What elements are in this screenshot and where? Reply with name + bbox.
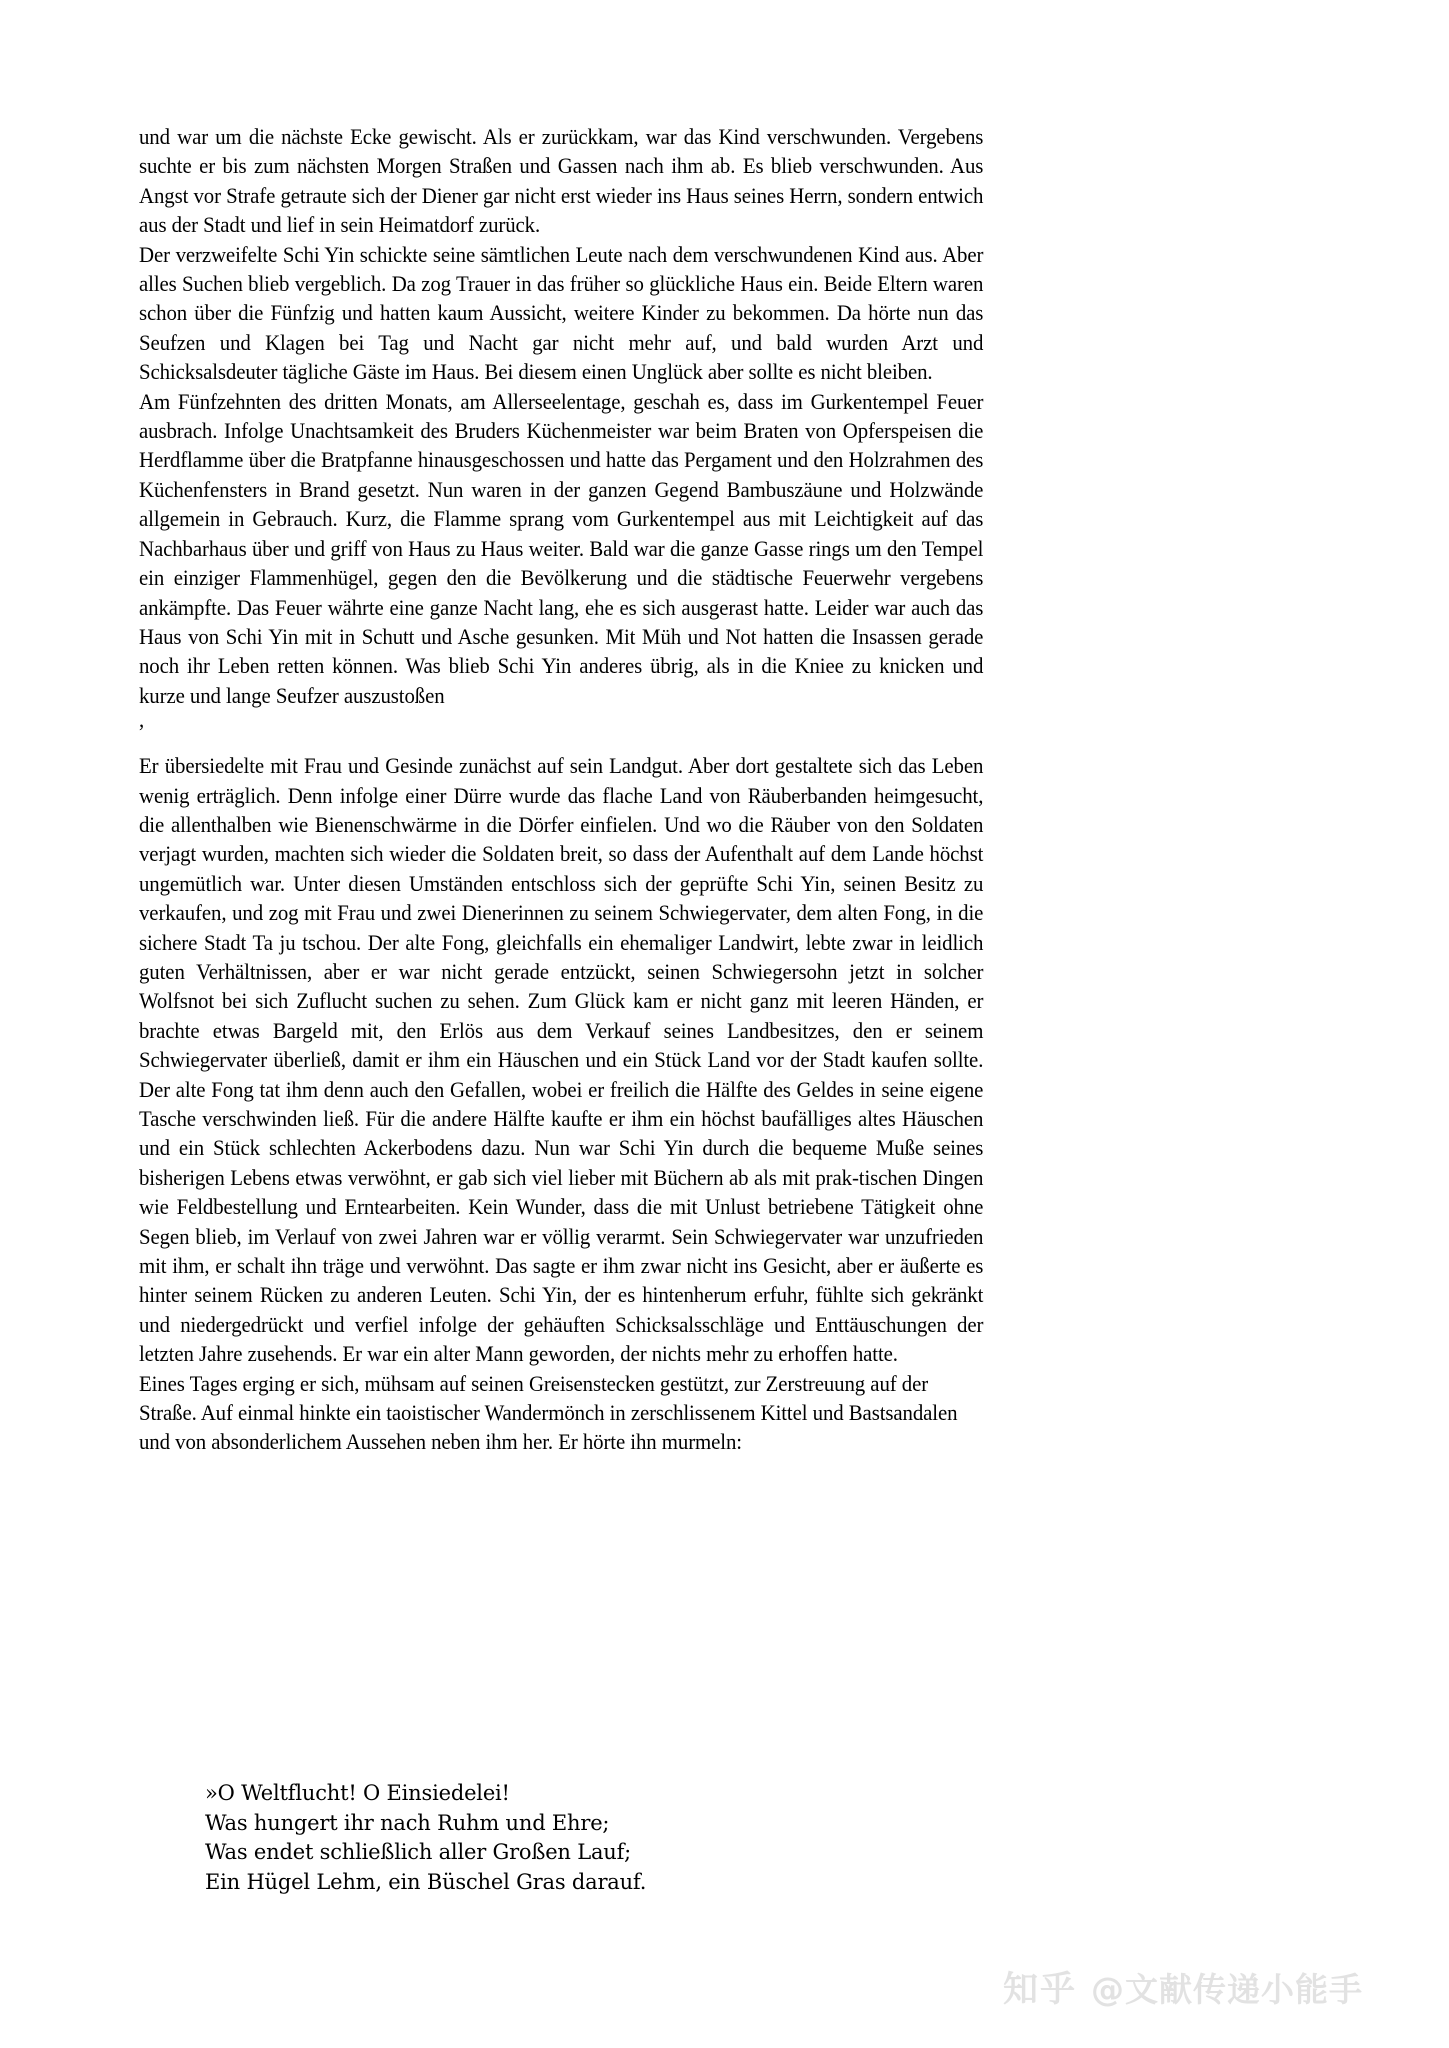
verse-line: Was endet schließlich aller Großen Lauf; bbox=[205, 1840, 632, 1865]
paragraph: Eines Tages erging er sich, mühsam auf seinen Greisenstecken gestützt, zur Zerstreuung auf der Straße. Auf einmal hinkte ein taoistischer Wandermönch in zerschlissenem Kittel und Bastsandalen und von absonderlichem Aussehen neben ihm her. Er hörte ihn murmeln: bbox=[139, 1370, 958, 1455]
verse-line: »O Weltflucht! O Einsiedelei! bbox=[205, 1781, 510, 1805]
paragraph: Er übersiedelte mit Frau und Gesinde zunächst auf sein Landgut. Aber dort gestaltete sich das Leben wenig erträglich. Denn infolge einer Dürre wurde das flache Land von Räuberbanden heimgesucht, die allenthalben wie Bienenschwärme in die Dörfer einfielen. Und wo die Räuber von den Soldaten verjagt wurden, machten sich wieder die Soldaten breit, so dass der Aufenthalt auf dem Lande höchst ungemütlich war. Unter diesen Umständen entschloss sich der geprüfte Schi Yin, seinen Besitz zu verkaufen, und zog mit Frau und zwei Dienerinnen zu seinem Schwiegervater, dem alten Fong, in die sichere Stadt Ta ju tschou. Der alte Fong, gleichfalls ein ehemaliger Landwirt, lebte zwar in leidlich guten Verhältnissen, aber er war nicht gerade entzückt, seinen Schwiegersohn jetzt in solcher Wolfsnot bei sich Zuflucht suchen zu sehen. Zum Glück kam er nicht ganz mit leeren Händen, er brachte etwas Bargeld mit, den Erlös aus dem Verkauf seines Landbesitzes, den er seinem Schwiegervater überließ, damit er ihm ein Häuschen und ein Stück Land vor der Stadt kaufen sollte. Der alte Fong tat ihm denn auch den Gefallen, wobei er freilich die Hälfte des Geldes in seine eigene Tasche verschwinden ließ. Für die andere Hälfte kaufte er ihm ein höchst baufälliges altes Häuschen und ein Stück schlechten Ackerbodens dazu. Nun war Schi Yin durch die bequeme Muße seines bisherigen Lebens etwas verwöhnt, er gab sich viel lieber mit Büchern ab als mit prak-tischen Dingen wie Feldbestellung und Erntearbeiten. Kein Wunder, dass die mit Unlust betriebene Tätigkeit ohne Segen blieb, im Verlauf von zwei Jahren war er völlig verarmt. Sein Schwiegervater war unzufrieden mit ihm, er schalt ihn träge und verwöhnt. Das sagte er ihm zwar nicht ins Gesicht, aber er äußerte es hinter seinem Rücken zu anderen Leuten. Schi Yin, der es hintenherum erfuhr, fühlte sich gekränkt und niedergedrückt und verfiel infolge der gehäuften Schicksalsschläge und Enttäuschungen der letzten Jahre zusehends. Er war ein alter Mann geworden, der nichts mehr zu erhoffen hatte. bbox=[139, 753, 984, 1367]
zhihu-logo-text: 知乎 bbox=[1002, 1970, 1077, 2010]
main-text-column bbox=[139, 122, 984, 1457]
paragraph: Am Fünfzehnten des dritten Monats, am Allerseelentage, geschah es, dass im Gurkentempel Feuer ausbrach. Infolge Unachtsamkeit des Bruders Küchenmeister war beim Braten von Opferspeisen die Herdflamme über die Bratpfanne hinausgeschossen und hatte das Pergament und den Holzrahmen des Küchenfensters in Brand gesetzt. Nun waren in der ganzen Gegend Bambuszäune und Holzwände allgemein in Gebrauch. Kurz, die Flamme sprang vom Gurkentempel aus mit Leichtigkeit auf das Nachbarhaus über und griff von Haus zu Haus weiter. Bald war die ganze Gasse rings um den Tempel ein einziger Flammenhügel, gegen den die Bevölkerung und die städtische Feuerwehr vergebens ankämpfte. Das Feuer währte eine ganze Nacht lang, ehe es sich ausgerast hatte. Leider war auch das Haus von Schi Yin mit in Schutt und Asche gesunken. Mit Müh und Not hatten die Insassen gerade noch ihr Leben retten können. Was blieb Schi Yin anderes übrig, als in die Kniee zu knicken und kurze und lange Seufzer auszustoßen bbox=[139, 388, 984, 708]
orphan-punctuation-mark: , bbox=[139, 707, 145, 733]
watermark-handle: @文献传递小能手 bbox=[1091, 1970, 1363, 2009]
watermark bbox=[1002, 1970, 1363, 2010]
paragraph: und war um die nächste Ecke gewischt. Als er zurückkam, war das Kind verschwunden. Vergebens suchte er bis zum nächsten Morgen Straßen und Gassen nach ihm ab. Es blieb verschwunden. Aus Angst vor Strafe getraute sich der Diener gar nicht erst wieder ins Haus seines Herrn, sondern entwich aus der Stadt und lief in sein Heimatdorf zurück. bbox=[139, 124, 984, 238]
paragraph-gap bbox=[139, 730, 984, 751]
verse-block bbox=[205, 1779, 905, 1897]
paragraph: Der verzweifelte Schi Yin schickte seine sämtlichen Leute nach dem verschwundenen Kind aus. Aber alles Suchen blieb vergeblich. Da zog Trauer in das früher so glückliche Haus ein. Beide Eltern waren schon über die Fünfzig und hatten kaum Aussicht, weitere Kinder zu bekommen. Da hörte nun das Seufzen und Klagen bei Tag und Nacht gar nicht mehr auf, und bald wurden Arzt und Schicksalsdeuter tägliche Gäste im Haus. Bei diesem einen Unglück aber sollte es nicht bleiben. bbox=[139, 241, 984, 385]
verse-line: Ein Hügel Lehm, ein Büschel Gras darauf. bbox=[205, 1869, 647, 1894]
verse-line: Was hungert ihr nach Ruhm und Ehre; bbox=[205, 1810, 610, 1835]
